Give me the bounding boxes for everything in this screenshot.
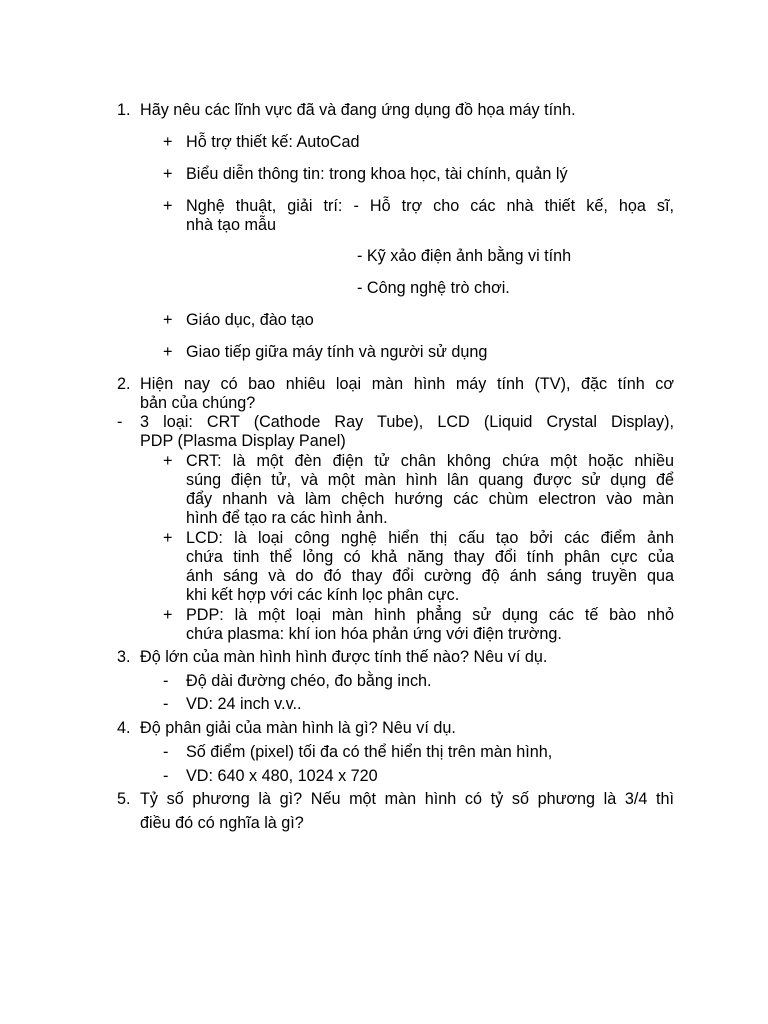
crt-description: hình để tạo ra các hình ảnh. (186, 509, 388, 527)
plus-marker: + (163, 197, 173, 215)
question-text-continuation: điều đó có nghĩa là gì? (140, 814, 304, 832)
answer-text-continuation: PDP (Plasma Display Panel) (140, 432, 346, 450)
question-number: 4. (117, 719, 131, 737)
list-item: VD: 640 x 480, 1024 x 720 (186, 767, 378, 785)
answer-text: 3 loại: CRT (Cathode Ray Tube), LCD (Liquid Crystal Display), (140, 413, 674, 431)
question-number: 1. (117, 101, 131, 119)
question-text: Tỷ số phương là gì? Nếu một màn hình có tỷ số phương là 3/4 thì (140, 790, 674, 808)
question-text: Độ lớn của màn hình hình được tính thế nào? Nêu ví dụ. (140, 648, 548, 666)
list-item: Nghệ thuật, giải trí: - Hỗ trợ cho các nhà thiết kế, họa sĩ, (186, 197, 674, 215)
sub-item: - Công nghệ trò chơi. (357, 279, 510, 297)
question-number: 2. (117, 375, 131, 393)
dash-marker: - (163, 672, 169, 690)
question-number: 5. (117, 790, 131, 808)
plus-marker: + (163, 529, 173, 547)
list-item: Biểu diễn thông tin: trong khoa học, tài chính, quản lý (186, 165, 568, 183)
crt-description: CRT: là một đèn điện tử chân không chứa một hoặc nhiều (186, 452, 674, 470)
question-text: Độ phân giải của màn hình là gì? Nêu ví dụ. (140, 719, 456, 737)
lcd-description: khi kết hợp với các kính lọc phân cực. (186, 586, 460, 604)
list-item: VD: 24 inch v.v.. (186, 695, 302, 713)
dash-marker: - (163, 743, 169, 761)
plus-marker: + (163, 452, 173, 470)
lcd-description: LCD: là loại công nghệ hiển thị cấu tạo bởi các điểm ảnh (186, 529, 674, 547)
question-number: 3. (117, 648, 131, 666)
plus-marker: + (163, 606, 173, 624)
list-item-continuation: nhà tạo mẫu (186, 216, 276, 234)
question-text: Hãy nêu các lĩnh vực đã và đang ứng dụng đồ họa máy tính. (140, 101, 576, 119)
crt-description: súng điện tử, và một màn hình lân quang được sử dụng để (186, 471, 674, 489)
list-item: Hỗ trợ thiết kế: AutoCad (186, 133, 360, 151)
question-text: Hiện nay có bao nhiêu loại màn hình máy tính (TV), đặc tính cơ (140, 375, 674, 393)
dash-marker: - (163, 695, 169, 713)
plus-marker: + (163, 343, 173, 361)
crt-description: đẩy nhanh và làm chệch hướng các chùm electron vào màn (186, 490, 674, 508)
question-text-continuation: bản của chúng? (140, 394, 256, 412)
list-item: Độ dài đường chéo, đo bằng inch. (186, 672, 432, 690)
sub-item: - Kỹ xảo điện ảnh bằng vi tính (357, 247, 572, 265)
dash-marker: - (117, 413, 123, 431)
pdp-description: chứa plasma: khí ion hóa phản ứng với điện trường. (186, 625, 562, 643)
dash-marker: - (163, 767, 169, 785)
plus-marker: + (163, 133, 173, 151)
list-item: Số điểm (pixel) tối đa có thể hiển thị trên màn hình, (186, 743, 553, 761)
plus-marker: + (163, 311, 173, 329)
lcd-description: ánh sáng và do đó thay đổi cường độ ánh sáng truyền qua (186, 567, 674, 585)
pdp-description: PDP: là một loại màn hình phẳng sử dụng các tế bào nhỏ (186, 606, 674, 624)
lcd-description: chứa tinh thể lỏng có khả năng thay đổi tính phân cực của (186, 548, 674, 566)
list-item: Giao tiếp giữa máy tính và người sử dụng (186, 343, 488, 361)
plus-marker: + (163, 165, 173, 183)
list-item: Giáo dục, đào tạo (186, 311, 314, 329)
